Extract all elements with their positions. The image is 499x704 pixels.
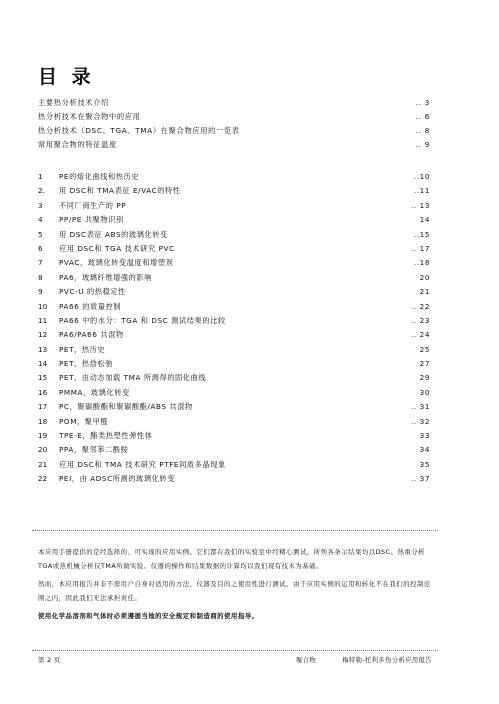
notice-top-divider [32,530,438,531]
intro-entry-title: 热分析技术在聚合物中的应用 [38,112,141,121]
toc-entry-title: PET，由动态加载 TMA 所测得的固化曲线 [59,373,207,383]
toc-entry-title: 用 DSC表征 ABS的玻璃化转变 [59,229,168,239]
toc-entry-title: PEI，由 ADSC所测的玻璃化转变 [59,474,175,484]
toc-entry-page: ..11 [413,186,430,196]
footer-publication: 梅特勒-托利多热分析应用报告 [342,657,432,664]
intro-entry-page: .. 6 [415,112,430,121]
toc-entry-number: 3 [38,200,43,210]
toc-entry[interactable] [38,445,430,459]
toc-entry-number: 8 [38,272,43,282]
toc-entry-page: 27 [419,359,430,369]
toc-entry-number: 20 [38,445,48,455]
toc-entry-title: PA6/PA66 共混物 [59,330,124,340]
toc-entry-page: .. 17 [411,243,430,253]
toc-entry-page: ..10 [413,172,430,181]
intro-entry[interactable] [38,98,430,112]
toc-entry-page: 34 [419,445,430,455]
toc-entry-number: 12 [38,330,48,340]
toc-entry-page: .. 32 [411,416,430,426]
toc-entry[interactable] [38,230,430,244]
toc-entry-title: PE的熔化曲线和热历史 [59,172,140,181]
toc-entry-page: 30 [419,387,430,397]
page-footer [38,655,432,667]
toc-entry-number: 16 [38,387,48,397]
intro-entry-title: 主要热分析技术介绍 [38,98,109,107]
toc-entry-number: 6 [38,243,43,253]
intro-entry[interactable] [38,140,430,154]
toc-entry-title: PVC-U 的热稳定性 [59,287,126,297]
notice-paragraph-1: 本应用手册提供的是经选择的、可实现的应用实例。它们都在我们的实验室中经精心测试，所列各条示结果均以DSC、热重分析TGA或热机械分析仪TMA所做实验。仪器的操作和结果数据的计算均以我们现有技术为基础。 [38,548,426,570]
intro-entry-page: .. 8 [415,126,430,135]
toc-entry-title: PPA，聚邻苯二酰胺 [59,445,129,455]
toc-entry-number: 19 [38,431,48,441]
toc-entry[interactable] [38,474,430,488]
toc-entry[interactable] [38,273,430,287]
toc-entry-title: PA66 中的水分：TGA 和 DSC 测试结果的比较 [59,315,226,325]
toc-entry-title: 用 DSC和 TMA表征 E/VAC的特性 [59,186,181,196]
toc-entry-page: 29 [419,373,430,383]
toc-entry-number: 10 [38,301,48,311]
toc-entry-number: 11 [38,315,48,325]
toc-entry-page: ..15 [413,229,430,239]
toc-entry-number: 7 [38,258,43,268]
toc-entry[interactable] [38,431,430,445]
toc-entry-title: PMMA，玻璃化转变 [59,387,130,397]
toc-entry-number: 2. [38,186,45,196]
toc-entry[interactable] [38,359,430,373]
toc-entry-title: POM，聚甲醛 [59,416,109,426]
toc-entry-number: 18 [38,416,48,426]
toc-entry-page: 35 [419,459,430,469]
toc-entry[interactable] [38,388,430,402]
toc-entry-title: 应用 DSC和 TGA 技术研究 PVC [59,243,175,253]
toc-entry-title: PP/PE 共聚物识别 [59,215,124,225]
toc-entry-number: 14 [38,359,48,369]
toc-entry-page: 25 [419,344,430,354]
toc-entry-title: 应用 DSC和 TMA 技术研究 PTFE同质多晶现象 [59,459,226,469]
intro-entry-title: 热分析技术（DSC、TGA、TMA）在聚合物应用的一览表 [38,126,240,135]
footer-page-label: 第 2 页 [38,657,61,664]
footer-divider [32,650,438,651]
toc-entry[interactable] [38,201,430,215]
toc-entry[interactable] [38,302,430,316]
toc-entry-number: 1 [38,172,43,181]
toc-entry[interactable] [38,186,430,200]
toc-entry-number: 21 [38,459,48,469]
toc-entry-title: 不同厂商生产的 PP [59,200,127,210]
toc-entry[interactable] [38,460,430,474]
toc-entry[interactable] [38,402,430,416]
toc-entry-title: PA6，玻璃纤维增强的影响 [59,272,153,282]
toc-entry[interactable] [38,287,430,301]
toc-entry-page: .. 13 [411,200,430,210]
toc-entry-number: 22 [38,474,48,484]
toc-entry[interactable] [38,417,430,431]
toc-entry[interactable] [38,258,430,272]
intro-entry[interactable] [38,112,430,126]
toc-entry-page: ..18 [413,258,430,268]
toc-entry-page: 33 [419,431,430,441]
toc-entry-page: 20 [419,272,430,282]
toc-entry-page: 21 [419,287,430,297]
toc-entry-number: 13 [38,344,48,354]
toc-entry-number: 9 [38,287,43,297]
toc-entry[interactable] [38,215,430,229]
toc-entry-page: .. 23 [411,315,430,325]
toc-entry[interactable] [38,244,430,258]
toc-entry[interactable] [38,373,430,387]
page-title: 目 录 [38,66,95,88]
intro-entry-page: .. 3 [415,98,430,107]
toc-entry-page: .. 37 [411,474,430,484]
toc-entry-number: 17 [38,402,48,412]
toc-entry-title: PA66 的质量控制 [59,301,122,311]
toc-entry-page: .. 22 [411,301,430,311]
toc-entry[interactable] [38,316,430,330]
intro-entry-title: 常用聚合物的特征温度 [38,140,117,149]
toc-entry-title: PET，热历史 [59,344,106,354]
notice-paragraph-3: 使用化学品溶剂和气体时必须遵循当地的安全规定和制造商的使用指导。 [38,612,259,620]
toc-entry[interactable] [38,172,430,186]
footer-section: 聚合物 [296,657,317,664]
toc-entry-page: .. 24 [411,330,430,340]
toc-entry-number: 15 [38,373,48,383]
intro-toc-list [38,98,430,154]
toc-entry-page: .. 31 [411,402,430,412]
notice-paragraph-2: 然而，本应用报告并非不需用户自身对适用的方法、仪器及目的之使用性进行测试。由于应用实例的运用和转化不在我们的控制范围之内，因此我们无法承担责任。 [38,580,431,602]
toc-entry-title: PET，热焓松弛 [59,359,114,369]
toc-entry-number: 5 [38,229,43,239]
toc-entry-page: 14 [419,215,430,225]
toc-entry-title: PVAC，玻璃化转变温度和增塑剂 [59,258,174,268]
toc-entry[interactable] [38,330,430,344]
toc-entry-title: PC，聚碳酸酯和聚碳酸酯/ABS 共混物 [59,402,193,412]
intro-entry-page: .. 9 [415,140,430,149]
toc-entry-number: 4 [38,215,43,225]
notice-block [38,545,432,627]
toc-entry-title: TPE-E，酯类热塑性弹性体 [59,431,153,441]
toc-list [38,172,430,489]
toc-entry[interactable] [38,345,430,359]
intro-entry[interactable] [38,126,430,140]
